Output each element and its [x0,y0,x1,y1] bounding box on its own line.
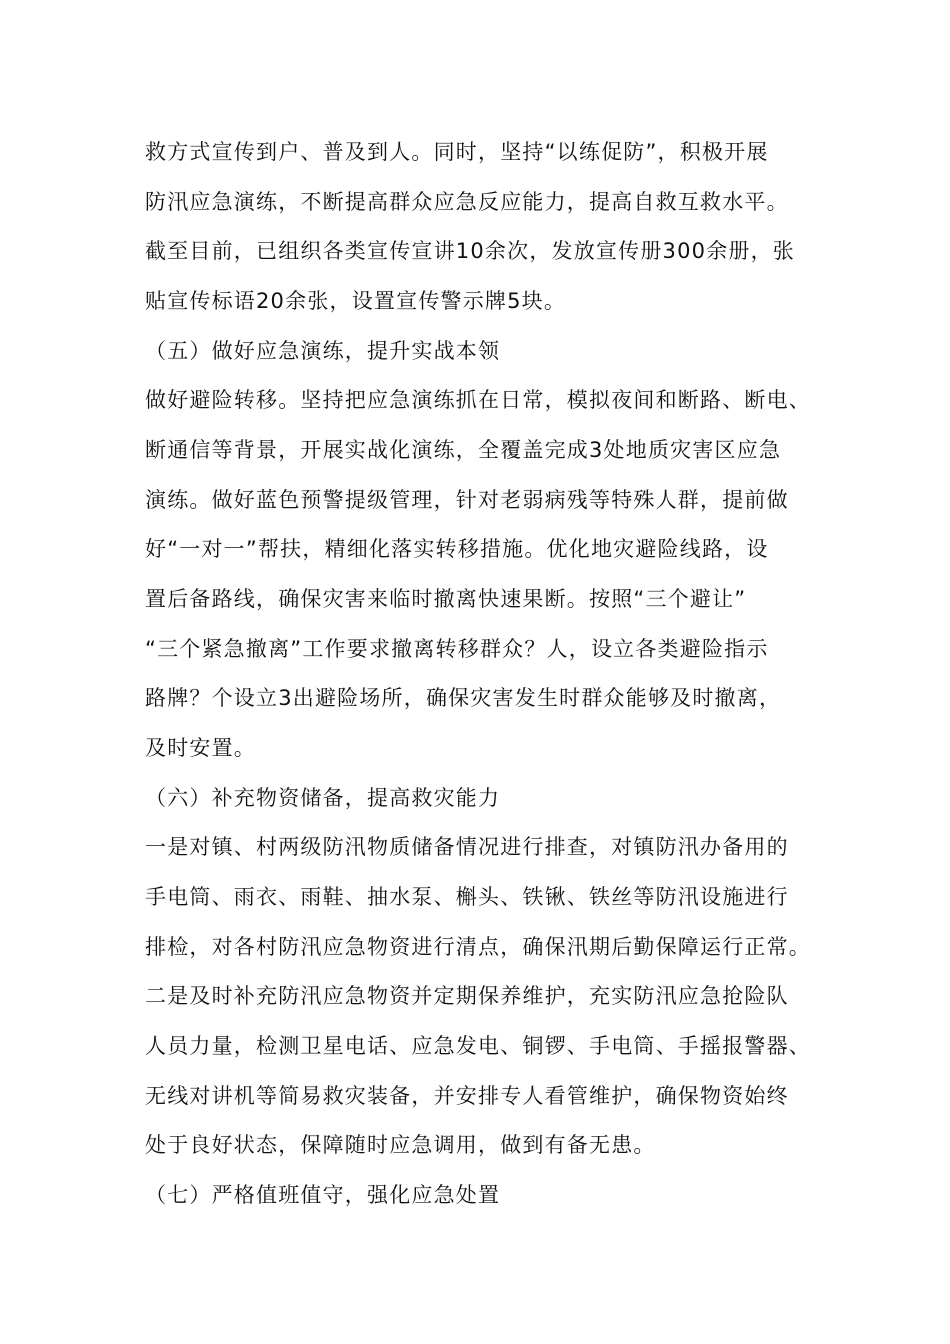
section-heading: （五）做好应急演练，提升实战本领 [145,339,501,363]
paragraph-line: 人员力量，检测卫星电话、应急发电、铜锣、手电筒、手摇报警器、 [145,1034,811,1058]
paragraph-line: 二是及时补充防汛应急物资并定期保养维护，充实防汛应急抢险队 [145,984,789,1008]
paragraph-line: 一是对镇、村两级防汛物质储备情况进行排查，对镇防汛办备用的 [145,835,789,859]
paragraph-line: 救方式宣传到户、普及到人。同时，坚持“以练促防”，积极开展 [145,140,769,164]
paragraph-line: 断通信等背景，开展实战化演练，全覆盖完成3处地质灾害区应急 [145,438,782,462]
paragraph-line: 手电筒、雨衣、雨鞋、抽水泵、槲头、铁锹、铁丝等防汛设施进行 [145,885,789,909]
paragraph-line: 截至目前，已组织各类宣传宣讲10余次，发放宣传册300余册，张 [145,239,796,263]
paragraph-line: 排检，对各村防汛应急物资进行清点，确保汛期后勤保障运行正常。 [145,935,811,959]
paragraph-line: 路牌？个设立3出避险场所，确保灾害发生时群众能够及时撤离， [145,686,782,710]
paragraph-line: “三个紧急撤离”工作要求撤离转移群众？人，设立各类避险指示 [145,637,769,661]
section-heading: （六）补充物资储备，提高救灾能力 [145,786,501,810]
paragraph-line: 无线对讲机等简易救灾装备，并安排专人看管维护，确保物资始终 [145,1084,789,1108]
paragraph-line: 及时安置。 [145,736,256,760]
paragraph-line: 好“一对一”帮扶，精细化落实转移措施。优化地灾避险线路，设 [145,537,769,561]
paragraph-line: 演练。做好蓝色预警提级管理，针对老弱病残等特殊人群，提前做 [145,488,789,512]
paragraph-line: 防汛应急演练，不断提高群众应急反应能力，提高自救互救水平。 [145,190,789,214]
paragraph-line: 置后备路线，确保灾害来临时撤离快速果断。按照“三个避让” [145,587,747,611]
paragraph-line: 处于良好状态，保障随时应急调用，做到有备无患。 [145,1133,656,1157]
paragraph-line: 做好避险转移。坚持把应急演练抓在日常，模拟夜间和断路、断电、 [145,388,811,412]
paragraph-line: 贴宣传标语20余张，设置宣传警示牌5块。 [145,289,567,313]
section-heading: （七）严格值班值守，强化应急处置 [145,1183,501,1207]
